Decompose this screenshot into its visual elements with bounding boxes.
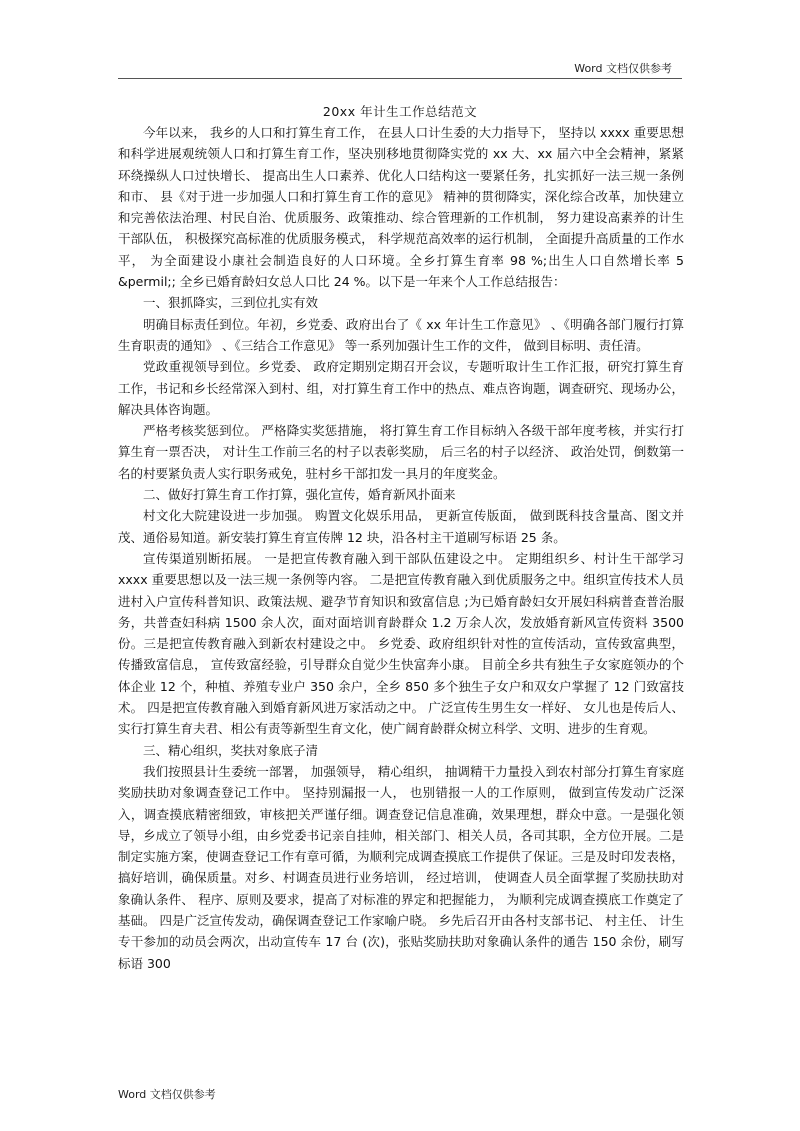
header-divider	[118, 78, 682, 79]
header-note: Word 文档仅供参考	[574, 62, 672, 75]
footer-note: Word 文档仅供参考	[118, 1088, 216, 1101]
paragraph-assessment: 严格考核奖惩到位。 严格降实奖惩措施， 将打算生育工作目标纳入各级干部年度考核，并实行打算生育一票否决， 对计生工作前三名的村子以表彰奖励， 后三名的村子以经济、 政治处罚，倒数第一名的村要紧负责人实行职务戒免，驻村乡干部扣发一具月的年度奖金。	[118, 423, 684, 481]
paragraph-survey: 我们按照县计生委统一部署， 加强领导， 精心组织， 抽调精干力量投入到农村部分打算生育家庭奖励扶助对象调查登记工作中。 坚持别漏报一人， 也别错报一人的工作原则， 做到宣传发动广泛深入，调查摸底精密细致，审核把关严谨仔细。调查登记信息准确，效果理想，群众中意。一是强化领导，乡成立了领导小组，由乡党委书记亲自挂帅，相关部门、相关人员，各司其职，全方位开展。二是制定实施方案，使调查登记工作有章可循，为顺利完成调查摸底工作提供了保证。三是及时印发表格，搞好培训，确保质量。对乡、村调查员进行业务培训， 经过培训， 使调查人员全面掌握了奖励扶助对象确认条件、 程序、原则及要求，提高了对标准的界定和把握能力， 为顺利完成调查摸底工作奠定了基础。 四是广泛宣传发动，确保调查登记工作家喻户晓。 乡先后召开由各村支部书记、 村主任、 计生专干参加的动员会两次，出动宣传车 17 台 (次)，张贴奖励扶助对象确认条件的通告 150 余份，刷写标语 300	[118, 763, 684, 971]
section-heading-2: 二、做好打算生育工作打算，强化宣传，婚育新风扑面来	[143, 487, 456, 503]
paragraph-intro: 今年以来， 我乡的人口和打算生育工作， 在县人口计生委的大力指导下， 坚持以 xxxx 重要思想和科学进展观统领人口和打算生育工作，坚决别移地贯彻降实党的 xx 大、xx 届六中全会精神，紧紧环绕操纵人口过快增长、 提高出生人口素养、优化人口结构这一要紧任务，扎实抓好一法三规一条例和市、 县《对于进一步加强人口和打算生育工作的意见》 精神的贯彻降实，深化综合改革，加快建立和完善依法治理、村民自治、优质服务、政策推动、综合管理新的工作机制， 努力建设高素养的计生干部队伍， 积极探究高标准的优质服务模式， 科学规范高效率的运行机制， 全面提升高质量的工作水平， 为全面建设小康社会制造良好的人口环境。全乡打算生育率 98 %;出生人口自然增长率 5 &permil;; 全乡已婚育龄妇女总人口比 24 %。以下是一年来个人工作总结报告：	[118, 125, 684, 290]
paragraph-leadership: 党政重视领导到位。乡党委、 政府定期别定期召开会议，专题听取计生工作汇报，研究打算生育工作，书记和乡长经常深入到村、组，对打算生育工作中的热点、难点咨询题，调查研究、现场办公，解决具体咨询题。	[118, 359, 684, 417]
section-heading-1: 一、狠抓降实，三到位扎实有效	[143, 295, 319, 311]
paragraph-culture-center: 村文化大院建设进一步加强。 购置文化娱乐用品， 更新宣传版面， 做到既科技含量高、图文并茂、通俗易知道。新安装打算生育宣传牌 12 块，沿各村主干道刷写标语 25 条。	[118, 508, 684, 545]
section-heading-3: 三、精心组织，奖扶对象底子清	[143, 742, 319, 758]
paragraph-publicity-channels: 宣传渠道别断拓展。 一是把宣传教育融入到干部队伍建设之中。 定期组织乡、村计生干部学习 xxxx 重要思想以及一法三规一条例等内容。 二是把宣传教育融入到优质服务之中。组织宣传技术人员进村入户宣传科普知识、政策法规、避孕节育知识和致富信息 ;为已婚育龄妇女开展妇科病普查普治服务，共普查妇科病 1500 余人次，面对面培训育龄群众 1.2 万余人次，发放婚育新风宣传资料 3500 份。三是把宣传教育融入到新农村建设之中。 乡党委、政府组织针对性的宣传活动，宣传致富典型， 传播致富信息， 宣传致富经验，引导群众自觉少生快富奔小康。 目前全乡共有独生子女家庭领办的个体企业 12 个，种植、养殖专业户 350 余户，全乡 850 多个独生子女户和双女户掌握了 12 门致富技术。 四是把宣传教育融入到婚育新风进万家活动之中。 广泛宣传生男生女一样好、 女儿也是传后人、 实行打算生育夫君、相公有责等新型生育文化，使广阔育龄群众树立科学、文明、进步的生育观。	[118, 550, 684, 737]
document-title: 20xx 年计生工作总结范文	[322, 104, 478, 119]
paragraph-target-responsibility: 明确目标责任到位。年初，乡党委、政府出台了《 xx 年计生工作意见》 、《明确各部门履行打算生育职责的通知》 、《三结合工作意见》 等一系列加强计生工作的文件， 做到目标明、责任清。	[118, 316, 684, 353]
document-body	[118, 122, 684, 974]
